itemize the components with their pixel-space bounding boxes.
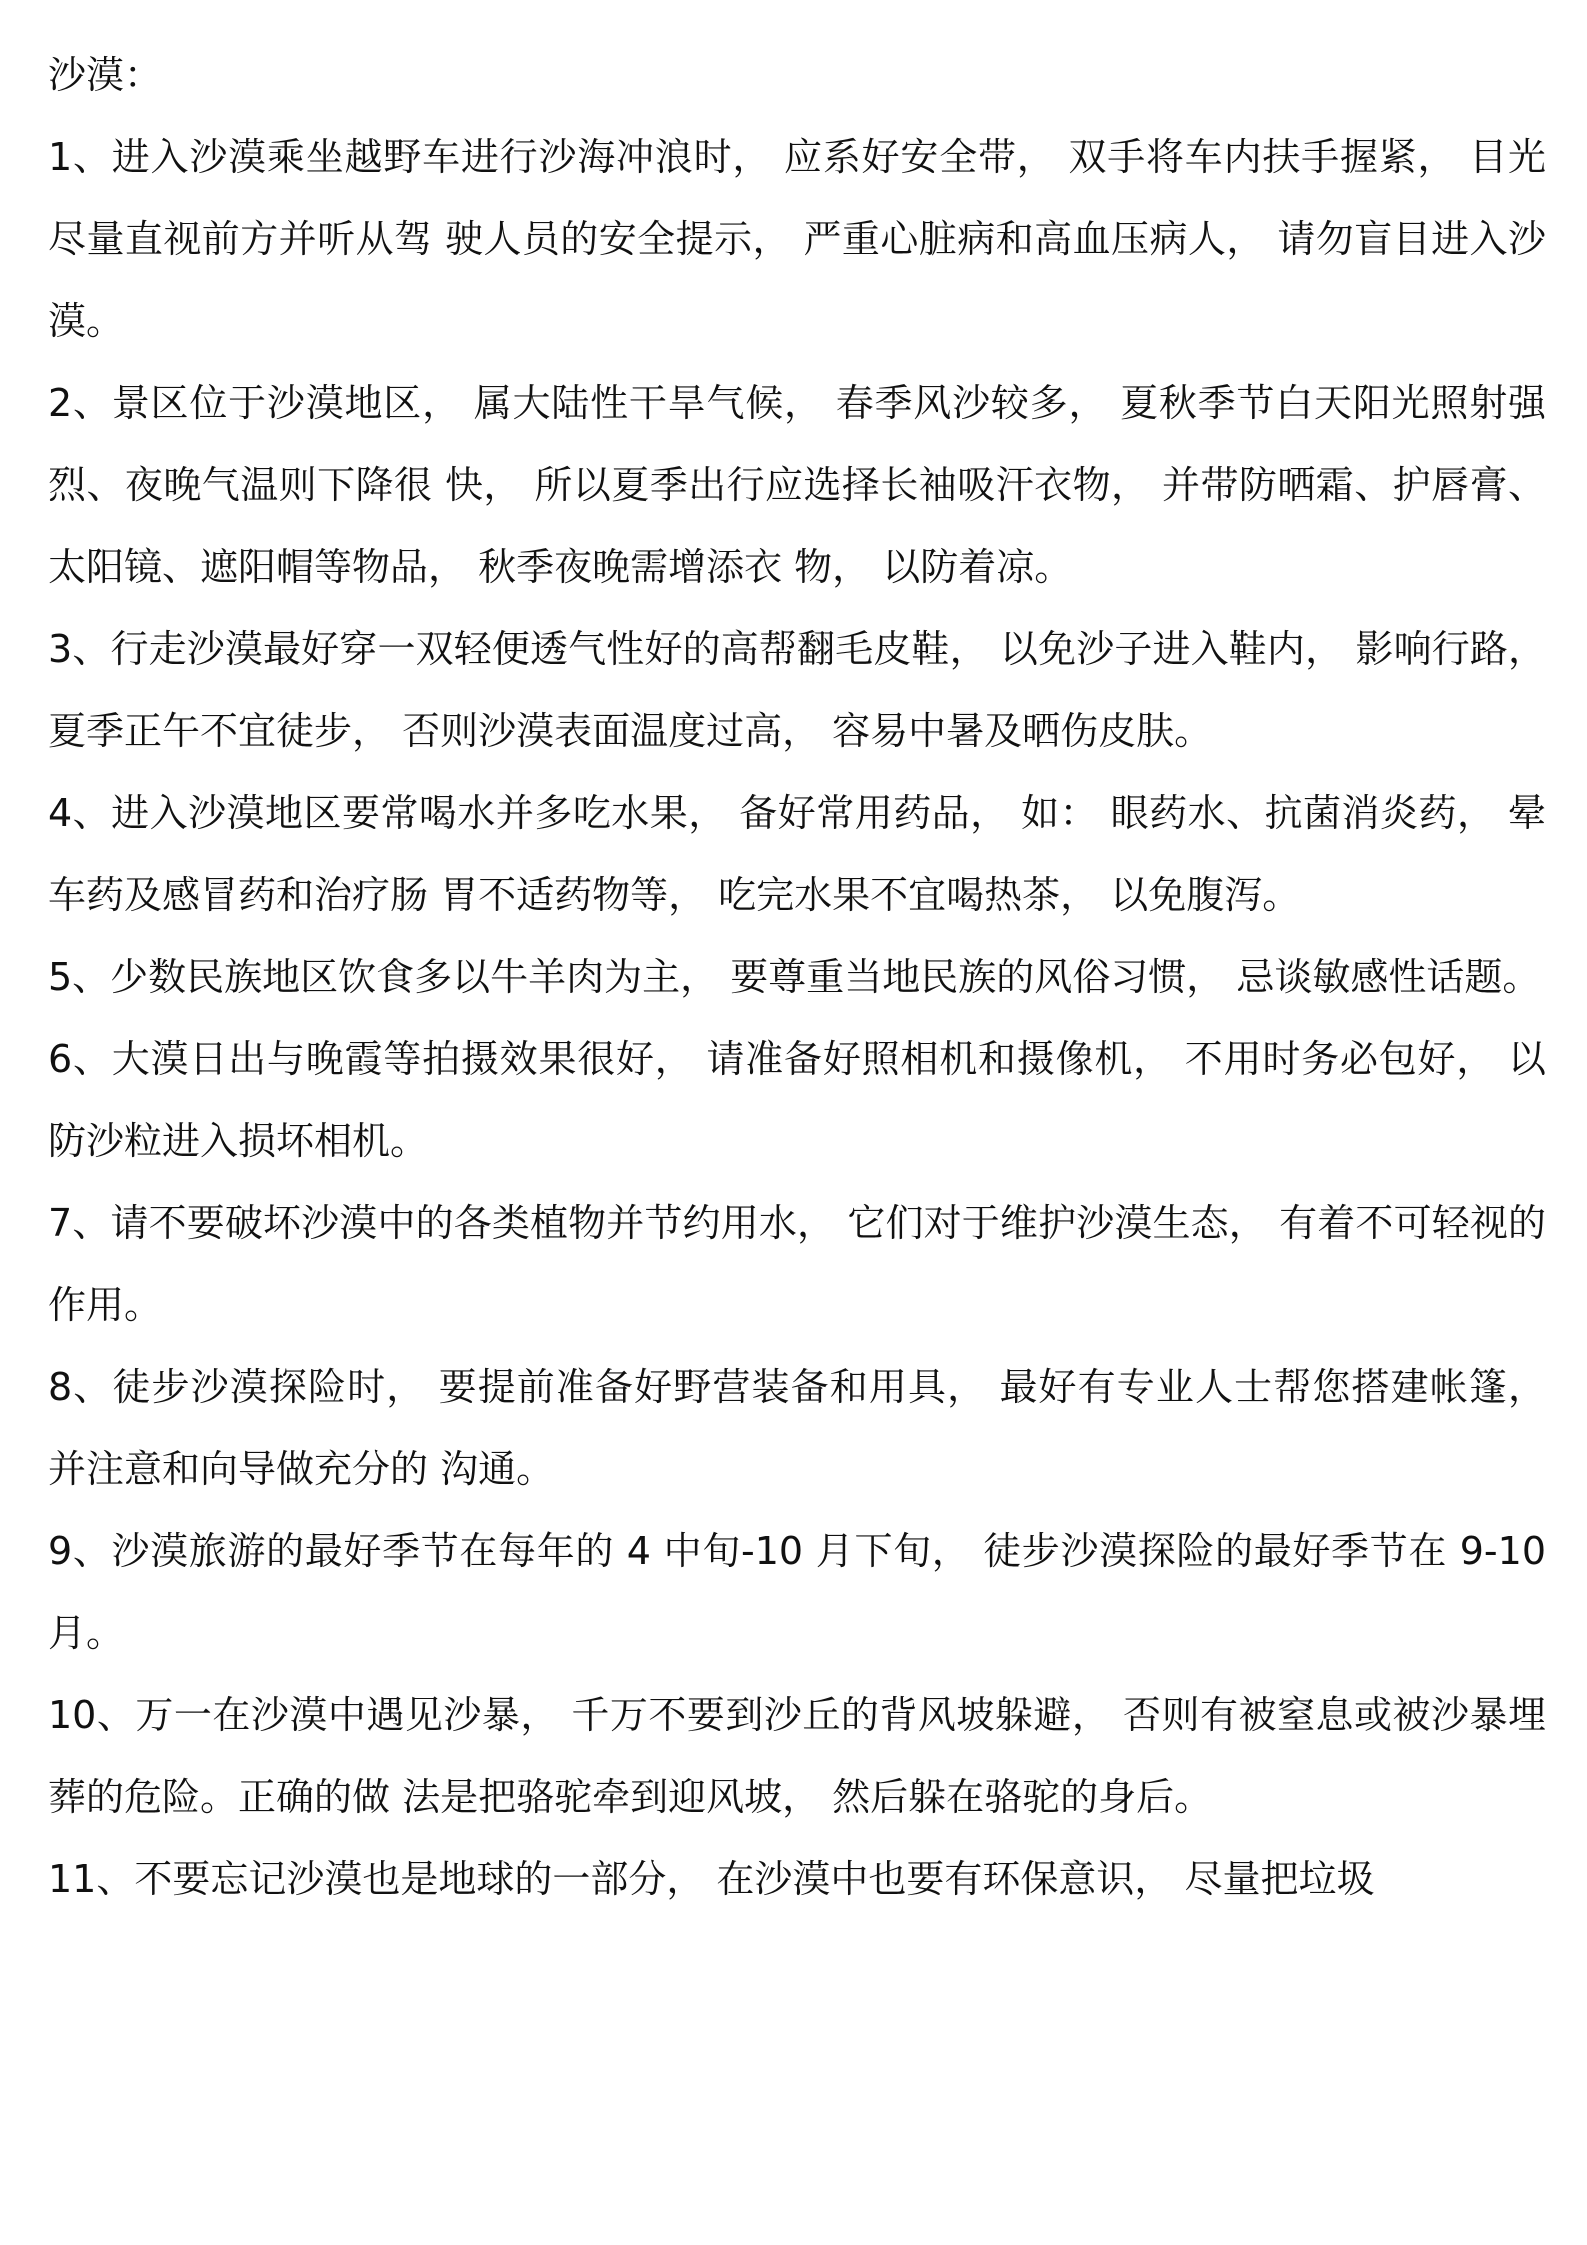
tip-item-2: 2、景区位于沙漠地区， 属大陆性干旱气候， 春季风沙较多， 夏秋季节白天阳光照射强烈、夜晚气温则下降很 快， 所以夏季出行应选择长袖吸汗衣物， 并带防晒霜、护唇膏、太阳镜、遮阳帽等物品， 秋季夜晚需增添衣 物， 以防着凉。: [48, 381, 1546, 589]
tip-item-10: 10、万一在沙漠中遇见沙暴， 千万不要到沙丘的背风坡躲避， 否则有被窒息或被沙暴埋葬的危险。正确的做 法是把骆驼牵到迎风坡， 然后躲在骆驼的身后。: [48, 1693, 1546, 1819]
tip-item-11: 11、不要忘记沙漠也是地球的一部分， 在沙漠中也要有环保意识， 尽量把垃圾: [48, 1857, 1375, 1901]
document-heading: 沙漠：: [48, 53, 163, 97]
tip-item-4: 4、进入沙漠地区要常喝水并多吃水果， 备好常用药品， 如： 眼药水、抗菌消炎药， 晕车药及感冒药和治疗肠 胃不适药物等， 吃完水果不宜喝热茶， 以免腹泻。: [48, 791, 1546, 917]
tip-item-9: 9、沙漠旅游的最好季节在每年的 4 中旬-10 月下旬， 徒步沙漠探险的最好季节在 9-10 月。: [48, 1529, 1546, 1655]
tip-item-5: 5、少数民族地区饮食多以牛羊肉为主， 要尊重当地民族的风俗习惯， 忌谈敏感性话题。: [48, 955, 1541, 999]
document-page: [48, 34, 1546, 1920]
tip-item-7: 7、请不要破坏沙漠中的各类植物并节约用水， 它们对于维护沙漠生态， 有着不可轻视的作用。: [48, 1201, 1546, 1327]
tip-item-8: 8、徒步沙漠探险时， 要提前准备好野营装备和用具， 最好有专业人士帮您搭建帐篷， 并注意和向导做充分的 沟通。: [48, 1365, 1546, 1491]
tip-item-3: 3、行走沙漠最好穿一双轻便透气性好的高帮翻毛皮鞋， 以免沙子进入鞋内， 影响行路， 夏季正午不宜徒步， 否则沙漠表面温度过高， 容易中暑及晒伤皮肤。: [48, 627, 1546, 753]
tip-item-1: 1、进入沙漠乘坐越野车进行沙海冲浪时， 应系好安全带， 双手将车内扶手握紧， 目光尽量直视前方并听从驾 驶人员的安全提示， 严重心脏病和高血压病人， 请勿盲目进入沙漠。: [48, 135, 1546, 343]
tip-item-6: 6、大漠日出与晚霞等拍摄效果很好， 请准备好照相机和摄像机， 不用时务必包好， 以防沙粒进入损坏相机。: [48, 1037, 1546, 1163]
